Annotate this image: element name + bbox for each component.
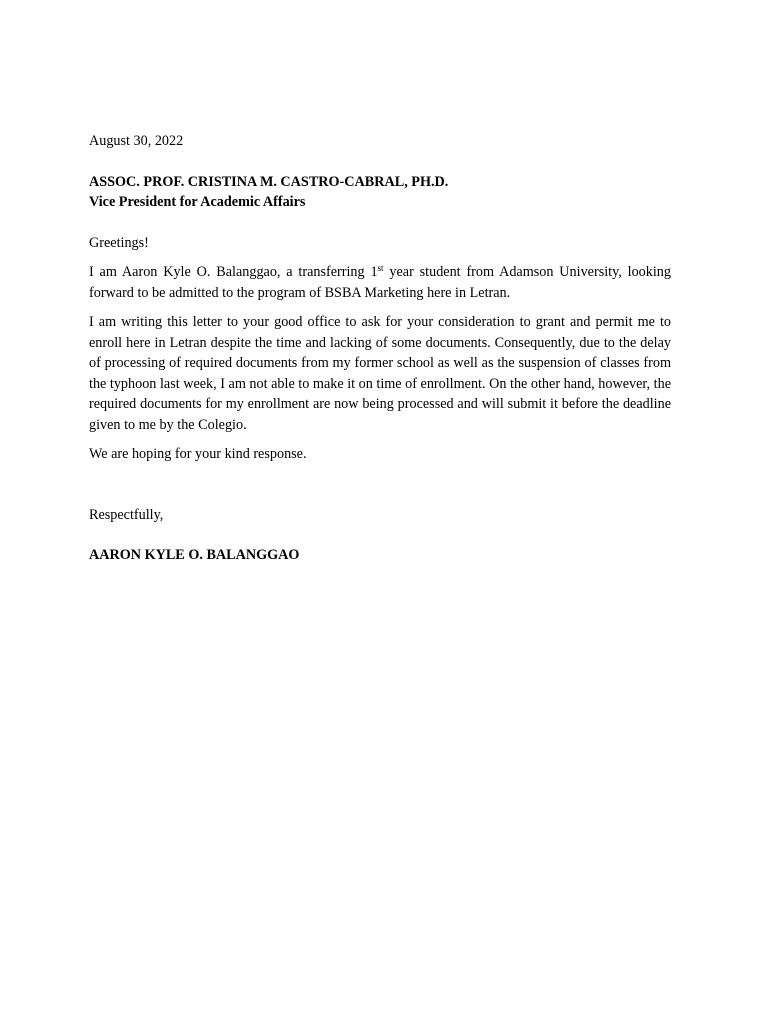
paragraph-introduction-start: I am Aaron Kyle O. Balanggao, a transferring 1	[89, 264, 378, 280]
letter-body	[89, 131, 671, 566]
paragraph-introduction-end: year student from Adamson University, looking forward to be admitted to the program of BSBA Marketing here in Letran.	[89, 264, 671, 301]
paragraph-introduction	[89, 262, 671, 303]
paragraph-request: I am writing this letter to your good office to ask for your consideration to grant and permit me to enroll here in Letran despite the time and lacking of some documents. Consequently, due to the delay of processing of required documents from my former school as well as the suspension of classes from the typhoon last week, I am not able to make it on time of enrollment. On the other hand, however, the required documents for my enrollment are now being processed and will submit it before the deadline given to me by the Colegio.	[89, 314, 671, 433]
paragraph-closing-remark: We are hoping for your kind response.	[89, 446, 307, 462]
signature-name: AARON KYLE O. BALANGGAO	[89, 547, 300, 563]
ordinal-suffix: st	[377, 263, 384, 273]
recipient-title: Vice President for Academic Affairs	[89, 194, 306, 210]
greeting: Greetings!	[89, 234, 149, 251]
letter-date: August 30, 2022	[89, 133, 184, 149]
recipient-name: ASSOC. PROF. CRISTINA M. CASTRO-CABRAL, PH.D.	[89, 173, 449, 190]
complimentary-close: Respectfully,	[89, 506, 164, 523]
